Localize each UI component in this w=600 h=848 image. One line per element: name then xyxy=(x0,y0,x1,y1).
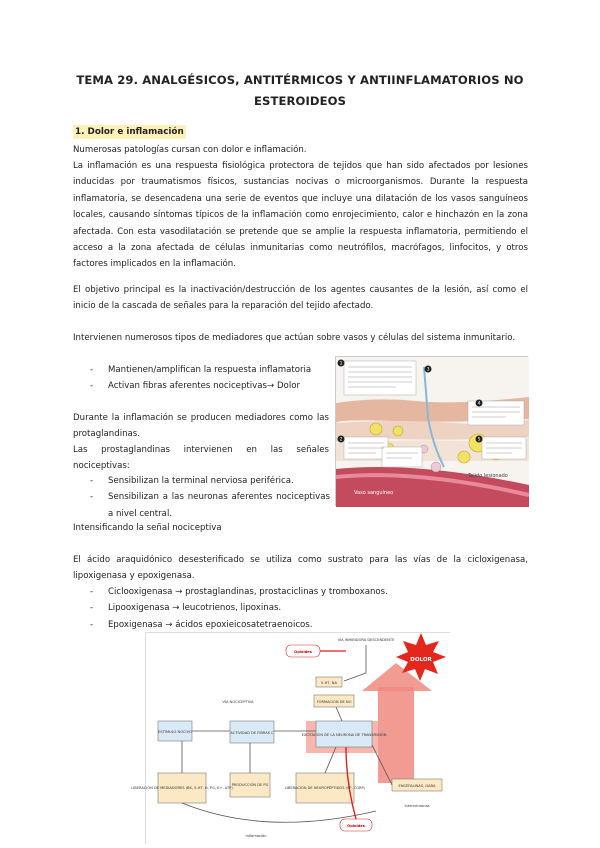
label-5ht-na: 5-HT, NA xyxy=(321,681,337,685)
title-line-2: ESTEROIDEOS xyxy=(253,94,347,108)
list-item: - Epoxigenasa → ácidos epoxieicosatetraenoicos. xyxy=(90,617,388,633)
inflamacion-label: Inflamación xyxy=(245,834,267,838)
excitacion-neurona: EXCITACIÓN DE LA NEURONA DE TRANSMISIÓN xyxy=(301,733,387,737)
document-title xyxy=(60,70,540,112)
paragraph-8: El ácido araquidónico desesterificado se utiliza como sustrato para las vías de la cicloxigenasa, lipoxigenasa y epoxigenasa. xyxy=(73,555,528,582)
paragraph-7: Intensificando la señal nociceptiva xyxy=(73,523,222,533)
marker-1: 1 xyxy=(339,361,343,367)
formacion-no: FORMACIÓN DE NO xyxy=(316,700,352,704)
title-line-1: TEMA 29. ANALGÉSICOS, ANTITÉRMICOS Y ANTIINFLAMATORIOS NO xyxy=(76,73,524,87)
paragraph-2: La inflamación es una respuesta fisiológica protectora de tejidos que han sido afectados por lesiones inducidas por traumatismos físicos, sustancias nocivas o microorganismos. Durante la respuesta inflamatoria, se desencadena una serie de eventos que incluye una dilatación de los vasos sanguíneos locales, causando síntomas típicos de la inflamación como enrojecimiento, calor e hinchazón en la zona afectada. Con esta vasodilatación se pretende que se amplie la respuesta inflamatoria, permitiendo el acceso a la zona afectada de células inmunitarias como neutrófilos, macrófagos, linfocitos, y otros factores implicados en la inflamación. xyxy=(73,161,528,270)
list-item: - Sensibilizan a las neuronas aferentes nociceptivas a nivel central. xyxy=(90,489,330,522)
label-vessel: Vaso sanguíneo xyxy=(354,490,394,496)
vias-list xyxy=(90,584,388,633)
marker-4: 4 xyxy=(477,401,481,407)
list-item: - Ciclooxigenasa → prostaglandinas, prostaciclinas y tromboxanos. xyxy=(90,584,388,600)
prostaglandinas-list xyxy=(90,473,330,522)
via-inhibidora: VÍA INHIBIDORA DESCENDENTE xyxy=(337,638,395,642)
via-nociceptiva: VÍA NOCICEPTIVA xyxy=(222,700,254,704)
paragraph-5: Durante la inflamación se producen mediadores como las protaglandinas. xyxy=(73,413,329,440)
estimulo-nocivo: ESTÍMULO NOCIVO xyxy=(158,730,192,734)
opioides-bottom: Opioides xyxy=(347,824,365,828)
dolor-label: DOLOR xyxy=(410,657,432,663)
paragraph-4: Intervienen numerosos tipos de mediadores que actúan sobre vasos y células del sistema inmunitario. xyxy=(73,333,516,343)
interneuronas: Interneuronas xyxy=(404,804,430,808)
actividad-fibras: ACTIVIDAD DE FIBRAS C xyxy=(230,731,274,735)
liberacion-neuropeptidos: LIBERACIÓN DE NEUROPÉPTIDOS (SP, CGRP) xyxy=(284,786,366,790)
list-item: - Lipooxigenasa → leucotrienos, lipoxinas. xyxy=(90,600,388,616)
list-item: - Mantienen/amplifican la respuesta inflamatoria xyxy=(90,362,311,378)
list-item: - Activan fibras aferentes nociceptivas→ Dolor xyxy=(90,378,311,394)
produccion-pg: PRODUCCIÓN DE PG xyxy=(231,783,269,787)
inflammation-illustration xyxy=(335,356,528,506)
pain-pathway-diagram xyxy=(131,632,450,844)
paragraph-3: El objetivo principal es la inactivación/destrucción de los agentes causantes de la lesión, así como el inicio de la cascada de señales para la reparación del tejido afectado. xyxy=(73,285,528,312)
encefalinas-gaba: ENCEFALINAS, GABA xyxy=(398,784,436,788)
marker-5: 5 xyxy=(477,437,481,443)
liberacion-mediadores: LIBERACIÓN DE MEDIADORES (BK, 5-HT, H, PG, K+, ATP) xyxy=(131,786,233,790)
paragraph-1: Numerosas patologías cursan con dolor e inflamación. xyxy=(73,145,307,155)
paragraph-6: Las prostaglandinas intervienen en las señales nociceptivas: xyxy=(73,445,329,472)
section-heading: 1. Dolor e inflamación xyxy=(75,127,184,137)
list-item: - Sensibilizan la terminal nerviosa periférica. xyxy=(90,473,330,489)
label-tissue: Tejido lesionado xyxy=(468,473,508,479)
opioides-top: Opioides xyxy=(294,650,312,654)
marker-2: 2 xyxy=(339,437,343,443)
marker-3: 3 xyxy=(426,367,430,373)
mediadores-list xyxy=(90,362,311,395)
